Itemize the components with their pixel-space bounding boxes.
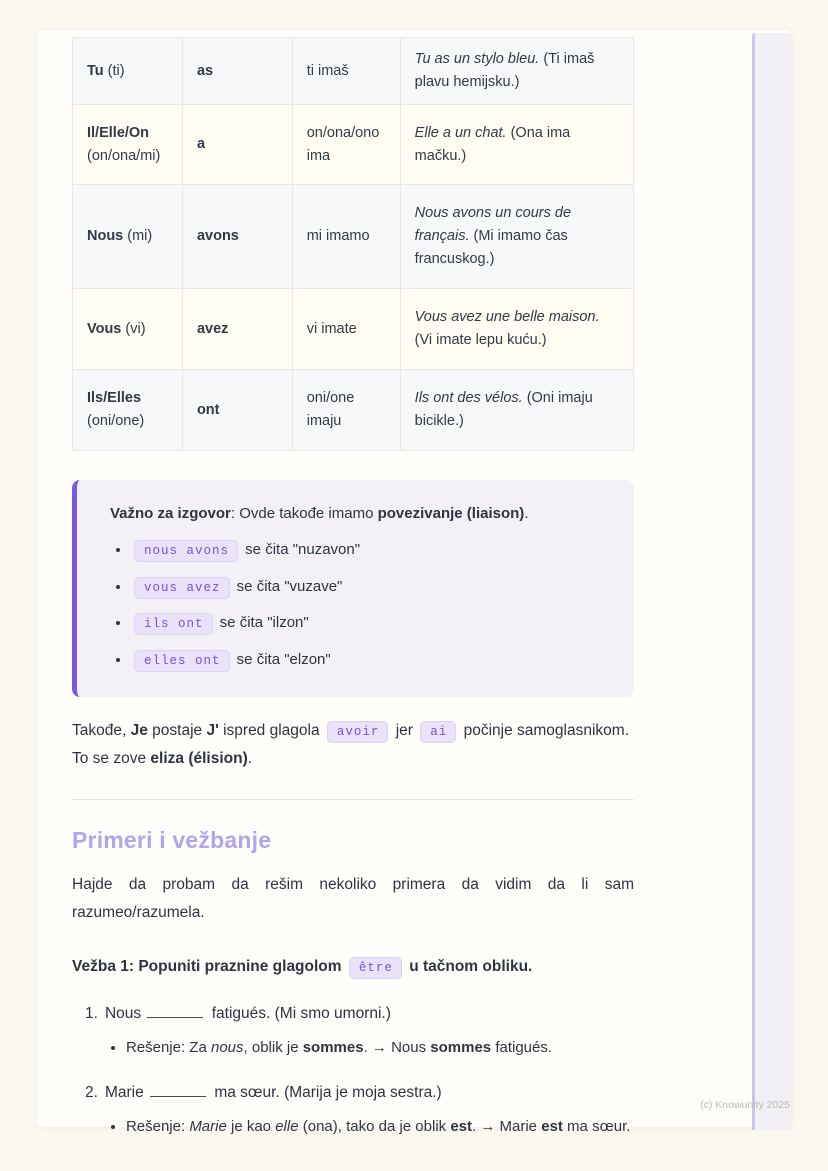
table-row [73,105,634,185]
cell-pronoun: Nous (mi) [73,185,183,289]
cell-example: Tu as un stylo bleu. (Ti imaš plavu hemijsku.) [400,38,633,105]
table-row [73,289,634,370]
callout-title: Važno za izgovor: Ovde takođe imamo povezivanje (liaison). [110,505,529,523]
cell-pronoun: Vous (vi) [73,289,183,370]
cell-verb-form: ont [182,370,292,451]
solution-item: • Rešenje: Za nous, oblik je sommes. → Nous sommes fatigués. [126,1034,552,1063]
cell-example: Nous avons un cours de français. (Mi imamo čas francuskog.) [400,185,633,289]
inline-code-chip: vous avez [134,577,230,599]
scrollbar-track[interactable] [752,33,792,1130]
callout-list-item: • elles ont se čita "elzon" [131,648,608,673]
cell-pronoun: Il/Elle/On (on/ona/mi) [73,105,183,185]
solution-list [105,1113,630,1142]
table-row [73,370,634,451]
copyright-note: (c) Knowunity 2025 [700,1099,790,1111]
solution-item: • Rešenje: Marie je kao elle (ona), tako da je oblik est. → Marie est ma sœur. [126,1113,630,1142]
inline-code-chip: ai [420,721,456,743]
inline-code-chip: être [349,957,402,979]
exercise-list [72,1001,634,1141]
callout-list-item: • vous avez se čita "vuzave" [131,575,608,600]
exercise-title: Vežba 1: Popuniti praznine glagolom être u tačnom obliku. [72,951,634,982]
cell-verb-form: a [182,105,292,185]
cell-translation: on/ona/ono ima [292,105,400,185]
inline-code-chip: ils ont [134,613,213,635]
page-card [37,30,792,1135]
table-row [73,38,634,105]
cell-translation: oni/one imaju [292,370,400,451]
cell-translation: vi imate [292,289,400,370]
inline-code-chip: elles ont [134,650,230,672]
cell-verb-form: avons [182,185,292,289]
cell-translation: ti imaš [292,38,400,105]
cell-pronoun: Tu (ti) [73,38,183,105]
callout-list-item: • nous avons se čita "nuzavon" [131,538,608,563]
cell-pronoun: Ils/Elles (oni/one) [73,370,183,451]
exercise-prompt: Marie ma sœur. (Marija je moja sestra.) [104,1084,442,1102]
exercise-number: 1. [85,1005,98,1023]
cell-translation: mi imamo [292,185,400,289]
solution-list [105,1034,552,1063]
elision-paragraph: Takođe, Je postaje J' ispred glagola avoir jer ai počinje samoglasnikom. To se zove eliza (élision). [72,721,630,767]
pronunciation-callout [72,480,634,697]
page-content [37,30,634,1141]
inline-code-chip: avoir [327,721,389,743]
cell-example: Ils ont des vélos. (Oni imaju bicikle.) [400,370,633,451]
exercise-item [85,1001,634,1062]
intro-paragraph: Hajde da probam da rešim nekoliko primera da vidim da li sam razumeo/razumela. [72,875,634,921]
exercise-item [85,1080,634,1141]
section-divider [72,799,634,800]
callout-list-item: • ils ont se čita "ilzon" [131,611,608,636]
section-heading: Primeri i vežbanje [72,826,272,853]
callout-list [110,538,608,673]
fill-in-blank [150,1084,206,1097]
fill-in-blank [147,1005,203,1018]
conjugation-table [72,37,634,451]
conjugation-table-body [73,38,634,451]
cell-example: Vous avez une belle maison. (Vi imate lepu kuću.) [400,289,633,370]
cell-verb-form: as [182,38,292,105]
cell-verb-form: avez [182,289,292,370]
exercise-number: 2. [85,1084,98,1102]
cell-example: Elle a un chat. (Ona ima mačku.) [400,105,633,185]
table-row [73,185,634,289]
exercise-prompt: Nous fatigués. (Mi smo umorni.) [104,1005,391,1023]
inline-code-chip: nous avons [134,540,238,562]
